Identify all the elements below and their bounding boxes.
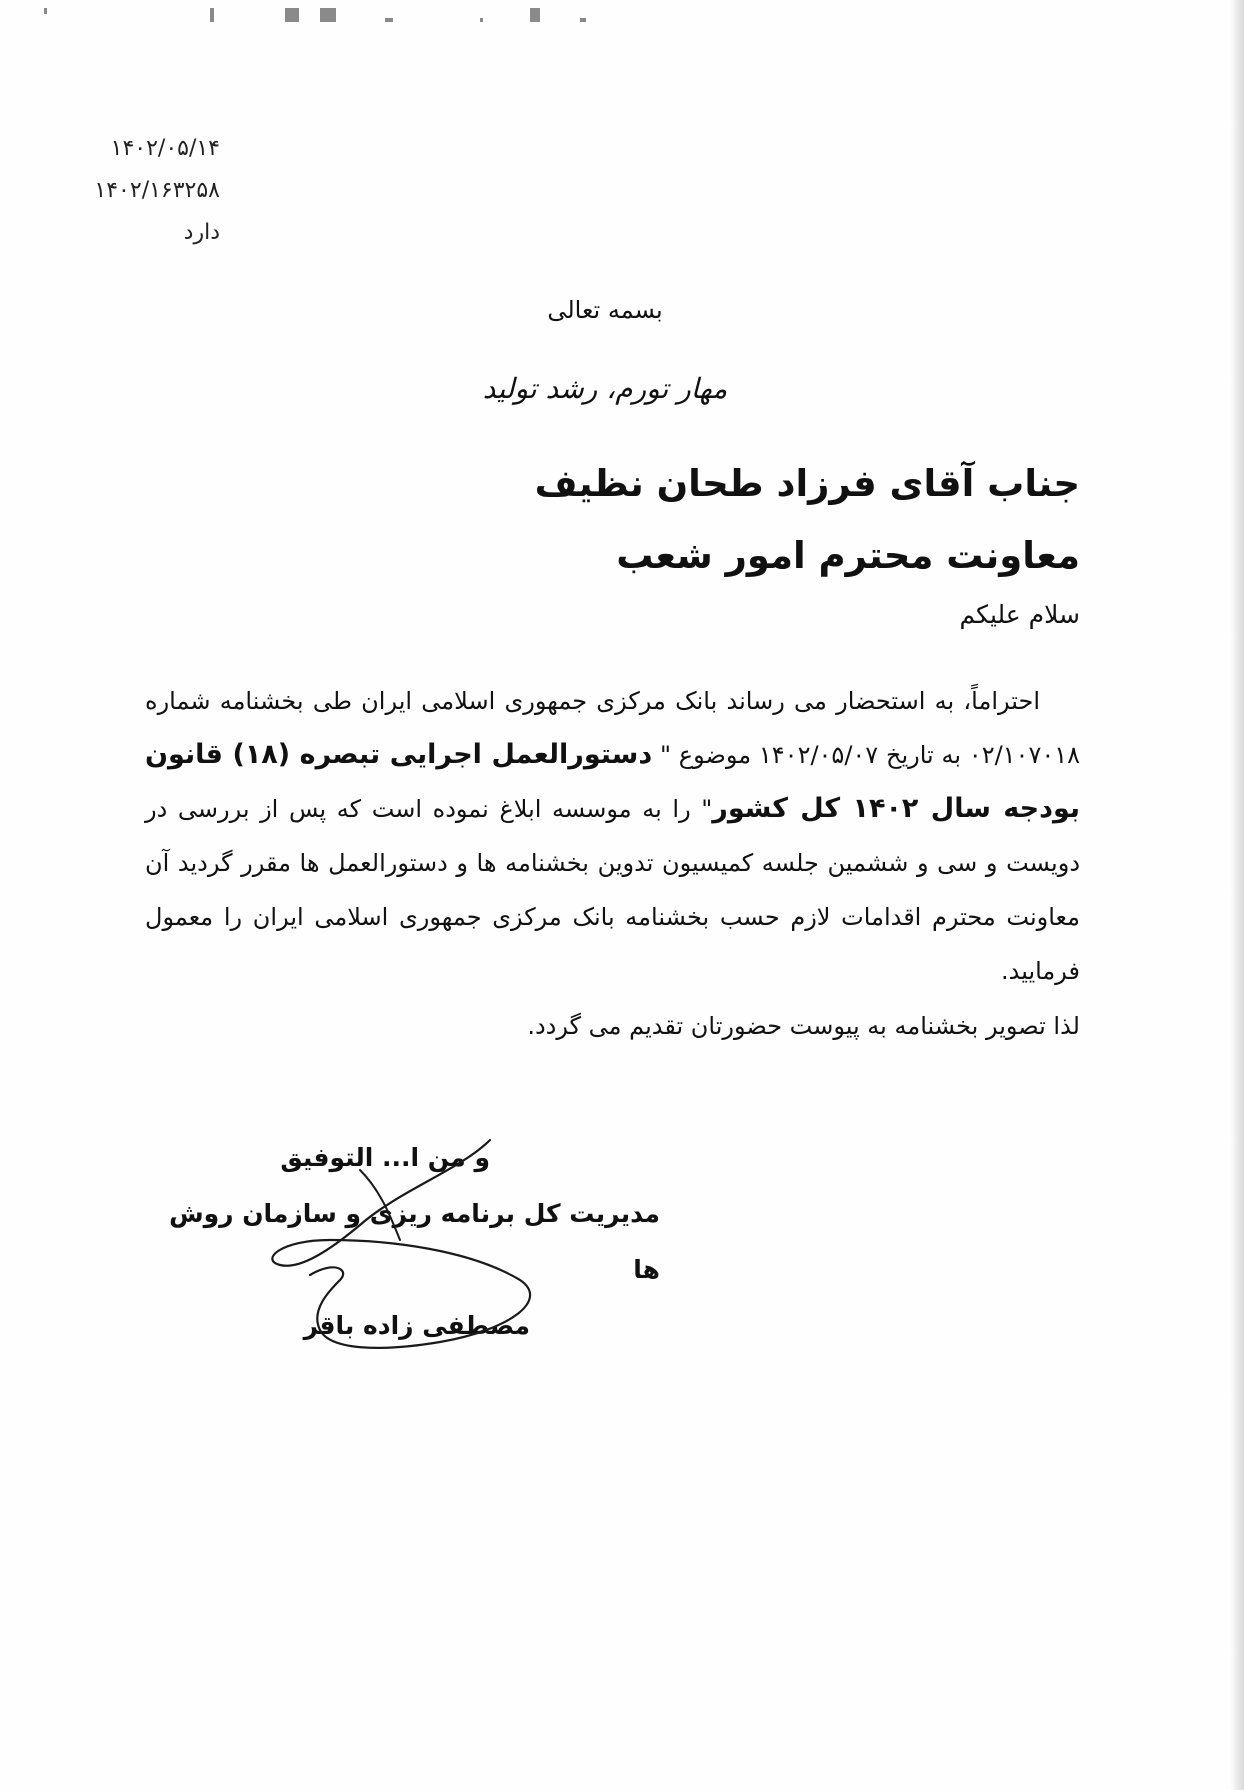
page-edge-shadow [1230,0,1244,1790]
body-subject: دستورالعمل اجرایی تبصره (۱۸) قانون بودجه سال ۱۴۰۲ کل کشور [145,739,1081,824]
scan-mark [285,8,299,22]
body-text-part2: " را به موسسه ابلاغ نموده است که پس از بررسی در دویست و سی و ششمین جلسه کمیسیون تدوین بخشنامه ها و دستورالعمل ها مقرر گردید آن معاونت محترم اقدامات لازم حسب بخشنامه بانک مرکزی جمهوری اسلامی ایران را معمول فرمایید. [145,795,1080,985]
year-slogan: مهار تورم، رشد تولید [482,372,728,405]
bismillah-heading: بسمه تعالی [547,296,663,324]
scan-mark [320,8,336,22]
signature-department: مدیریت کل برنامه ریزی و سازمان روش ها [169,1199,660,1284]
scan-mark [210,8,214,22]
greeting: سلام علیکم [959,600,1080,629]
signature-salutation: و من ا... التوفیق [280,1143,490,1172]
addressee-title: معاونت محترم امور شعب [616,534,1080,577]
handwritten-signature [240,1130,560,1360]
scan-mark [530,8,540,22]
letter-body [145,674,1080,998]
body-text-part1: احتراماً، به استحضار می رساند بانک مرکزی جمهوری اسلامی ایران طی بخشنامه شماره ۰۲/۱۰۷۰۱۸ به تاریخ ۱۴۰۲/۰۵/۰۷ موضوع " [145,687,1081,769]
scan-artifacts [40,0,640,24]
signature-name: مصطفی زاده باقر [303,1311,530,1340]
scan-mark [580,18,586,22]
addressee-name: جناب آقای فرزاد طحان نظیف [534,462,1080,505]
letter-attachment: دارد [183,220,220,245]
letter-number: ۱۴۰۲/۱۶۳۲۵۸ [94,178,220,203]
scan-mark [44,8,47,14]
scan-mark [385,18,393,22]
letter-metadata [70,128,220,254]
closing-line: لذا تصویر بخشنامه به پیوست حضورتان تقدیم می گردد. [527,1012,1080,1040]
scan-mark [480,18,483,22]
letter-date: ۱۴۰۲/۰۵/۱۴ [110,136,220,161]
